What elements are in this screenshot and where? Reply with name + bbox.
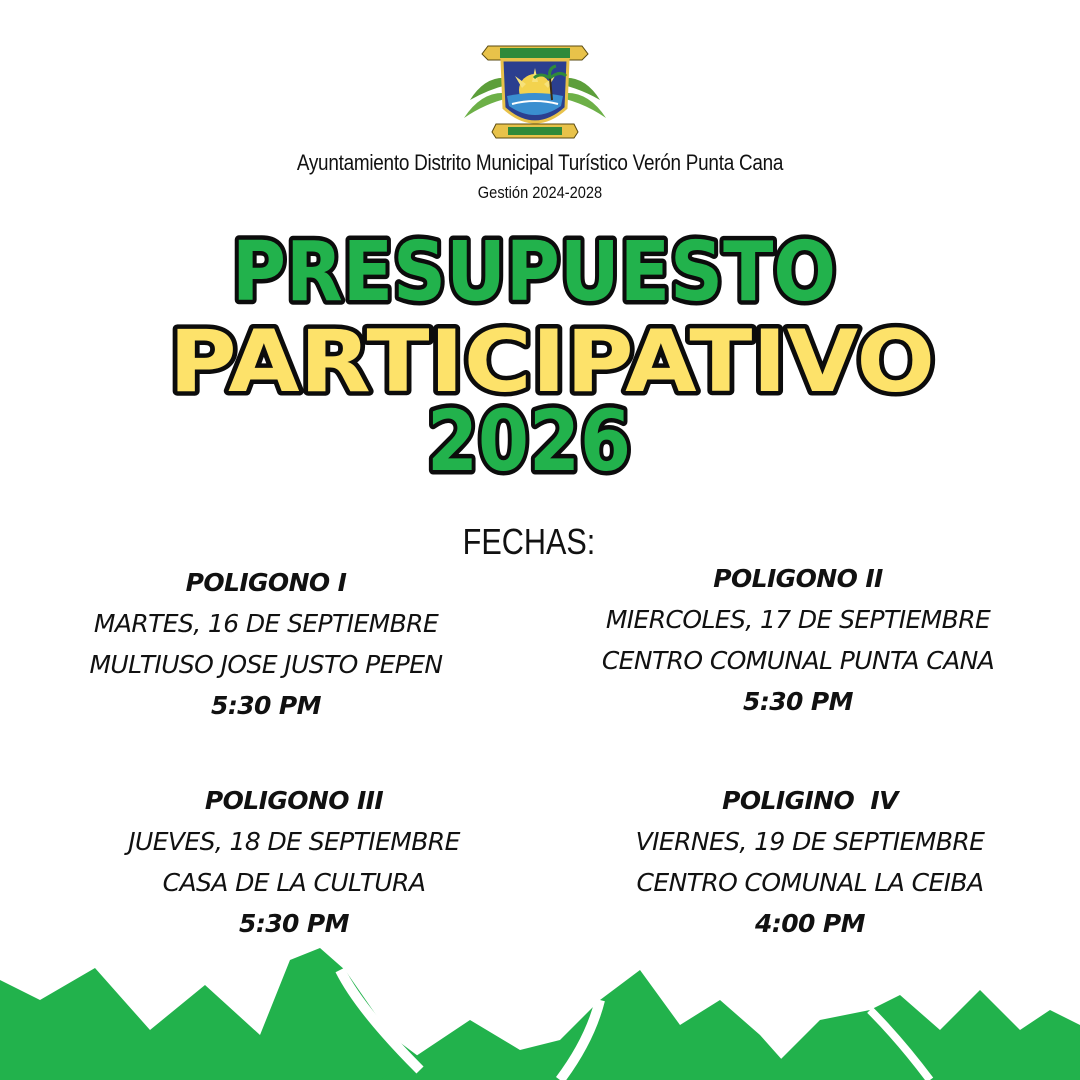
- title-line-presupuesto: PRESUPUESTO: [232, 225, 836, 320]
- event-polygon-3: [34, 780, 554, 944]
- event-polygon-name: POLIGONO I: [185, 568, 347, 597]
- event-place: CENTRO COMUNAL PUNTA CANA: [601, 646, 995, 675]
- event-polygon-1: [6, 562, 526, 726]
- event-date: VIERNES, 19 DE SEPTIEMBRE: [635, 827, 985, 856]
- event-polygon-4: [550, 780, 1070, 944]
- event-date: MIERCOLES, 17 DE SEPTIEMBRE: [605, 605, 991, 634]
- event-time: 4:00 PM: [755, 909, 865, 938]
- event-date: JUEVES, 18 DE SEPTIEMBRE: [128, 827, 460, 856]
- title-line-year: 2026: [427, 392, 631, 490]
- event-time: 5:30 PM: [239, 909, 349, 938]
- event-date: MARTES, 16 DE SEPTIEMBRE: [93, 609, 439, 638]
- event-polygon-name: POLIGONO III: [204, 786, 384, 815]
- event-place: CENTRO COMUNAL LA CEIBA: [636, 868, 984, 897]
- event-time: 5:30 PM: [211, 691, 321, 720]
- dates-heading: FECHAS:: [462, 521, 596, 562]
- mountain-shape: [0, 948, 450, 1080]
- event-polygon-name: POLIGINO IV: [722, 786, 898, 815]
- event-place: CASA DE LA CULTURA: [162, 868, 426, 897]
- title-line-participativo: PARTICIPATIVO: [169, 312, 935, 412]
- title-block: [0, 220, 1080, 490]
- event-place: MULTIUSO JOSE JUSTO PEPEN: [89, 650, 443, 679]
- event-time: 5:30 PM: [743, 687, 853, 716]
- event-polygon-name: POLIGONO II: [713, 564, 883, 593]
- municipal-coat-of-arms-logo: [460, 38, 610, 142]
- organization-term: Gestión 2024-2028: [477, 183, 603, 202]
- decorative-mountains: [0, 940, 1080, 1080]
- event-polygon-2: [538, 558, 1058, 722]
- organization-name: Ayuntamiento Distrito Municipal Turístico Verón Punta Cana: [296, 150, 784, 175]
